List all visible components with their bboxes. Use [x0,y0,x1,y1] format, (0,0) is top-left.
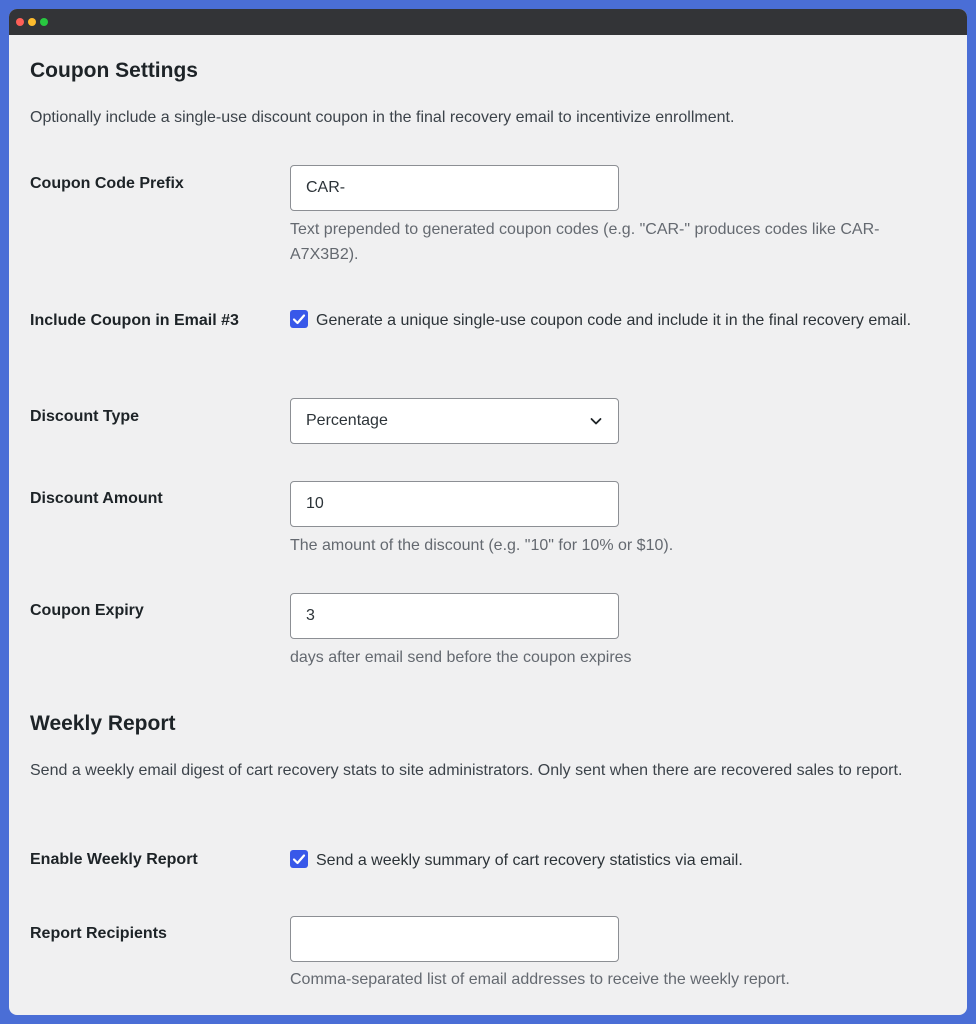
minimize-window-dot[interactable] [28,18,36,26]
discount-type-value: Percentage [306,412,388,429]
include-coupon-text: Generate a unique single-use coupon code and include it in the final recovery email. [316,312,912,329]
coupon-prefix-label: Coupon Code Prefix [30,175,184,192]
close-window-dot[interactable] [16,18,24,26]
window-titlebar [9,9,967,35]
coupon-expiry-label: Coupon Expiry [30,602,144,619]
checkmark-icon [292,852,306,866]
maximize-window-dot[interactable] [40,18,48,26]
enable-weekly-report-checkbox[interactable] [290,850,308,868]
coupon-expiry-help: days after email send before the coupon expires [290,649,632,666]
coupon-prefix-input[interactable] [290,165,619,211]
app-window [9,9,967,1015]
discount-amount-label: Discount Amount [30,490,163,507]
checkmark-icon [292,312,306,326]
report-recipients-input[interactable] [290,916,619,962]
chevron-down-icon [589,414,603,428]
discount-type-label: Discount Type [30,408,140,425]
discount-amount-help: The amount of the discount (e.g. "10" for 10% or $10). [290,537,674,554]
enable-weekly-report-row [290,848,930,873]
report-recipients-label: Report Recipients [30,925,167,942]
coupon-prefix-help: Text prepended to generated coupon codes (e.g. "CAR-" produces codes like CAR-A7X3B2). [290,221,880,263]
coupon-settings-description: Optionally include a single-use discount coupon in the final recovery email to incentivize enrollment. [30,109,735,126]
include-coupon-checkbox[interactable] [290,310,308,328]
discount-amount-input[interactable] [290,481,619,527]
report-recipients-help: Comma-separated list of email addresses to receive the weekly report. [290,971,790,988]
enable-weekly-report-text: Send a weekly summary of cart recovery statistics via email. [316,852,743,869]
enable-weekly-report-label: Enable Weekly Report [30,851,198,868]
weekly-report-heading: Weekly Report [30,712,176,735]
coupon-expiry-input[interactable] [290,593,619,639]
discount-type-select[interactable] [290,398,619,444]
weekly-report-description: Send a weekly email digest of cart recovery stats to site administrators. Only sent when there are recovered sales to report. [30,762,903,779]
coupon-settings-heading: Coupon Settings [30,59,198,82]
include-coupon-row [290,308,930,333]
include-coupon-label: Include Coupon in Email #3 [30,312,239,329]
